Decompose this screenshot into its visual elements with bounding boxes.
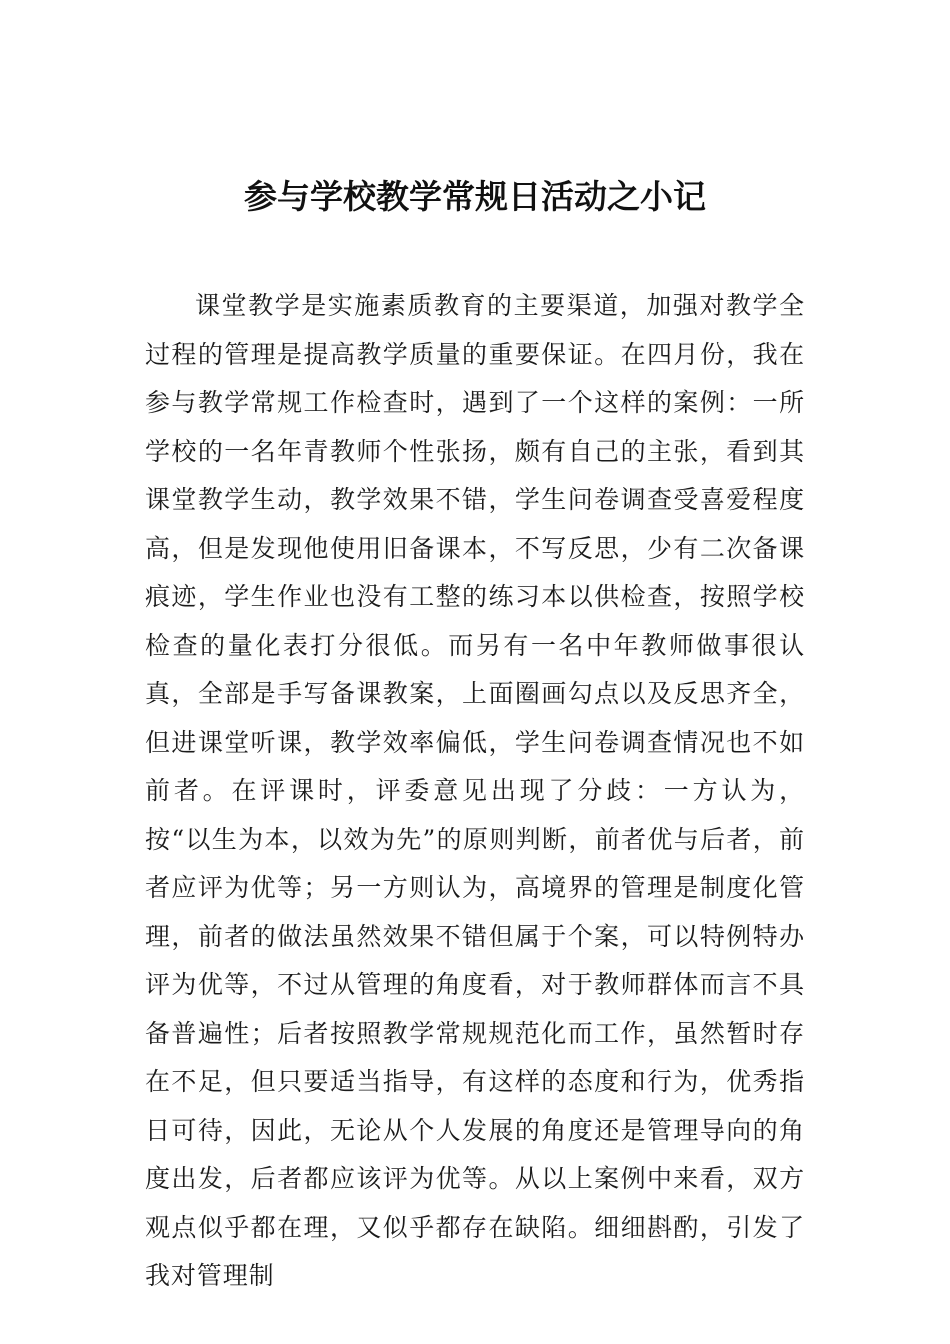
document-title: 参与学校教学常规日活动之小记 bbox=[244, 177, 706, 216]
body-paragraph: 课堂教学是实施素质教育的主要渠道，加强对教学全过程的管理是提高教学质量的重要保证。在四月份，我在参与教学常规工作检查时，遇到了一个这样的案例：一所学校的一名年青教师个性张扬，颇有自己的主张，看到其课堂教学生动，教学效果不错，学生问卷调查受喜爱程度高，但是发现他使用旧备课本，不写反思，少有二次备课痕迹，学生作业也没有工整的练习本以供检查，按照学校检查的量化表打分很低。而另有一名中年教师做事很认真，全部是手写备课教案，上面圈画勾点以及反思齐全，但进课堂听课，教学效率偏低，学生问卷调查情况也不如前者。在评课时，评委意见出现了分歧：一方认为，按“以生为本，以效为先”的原则判断，前者优与后者，前者应评为优等；另一方则认为，高境界的管理是制度化管理，前者的做法虽然效果不错但属于个案，可以特例特办评为优等，不过从管理的角度看，对于教师群体而言不具备普遍性；后者按照教学常规规范化而工作，虽然暂时存在不足，但只要适当指导，有这样的态度和行为，优秀指日可待，因此，无论从个人发展的角度还是管理导向的角度出发，后者都应该评为优等。从以上案例中来看，双方观点似乎都在理，又似乎都存在缺陷。细细斟酌，引发了我对管理制 bbox=[145, 291, 805, 1290]
